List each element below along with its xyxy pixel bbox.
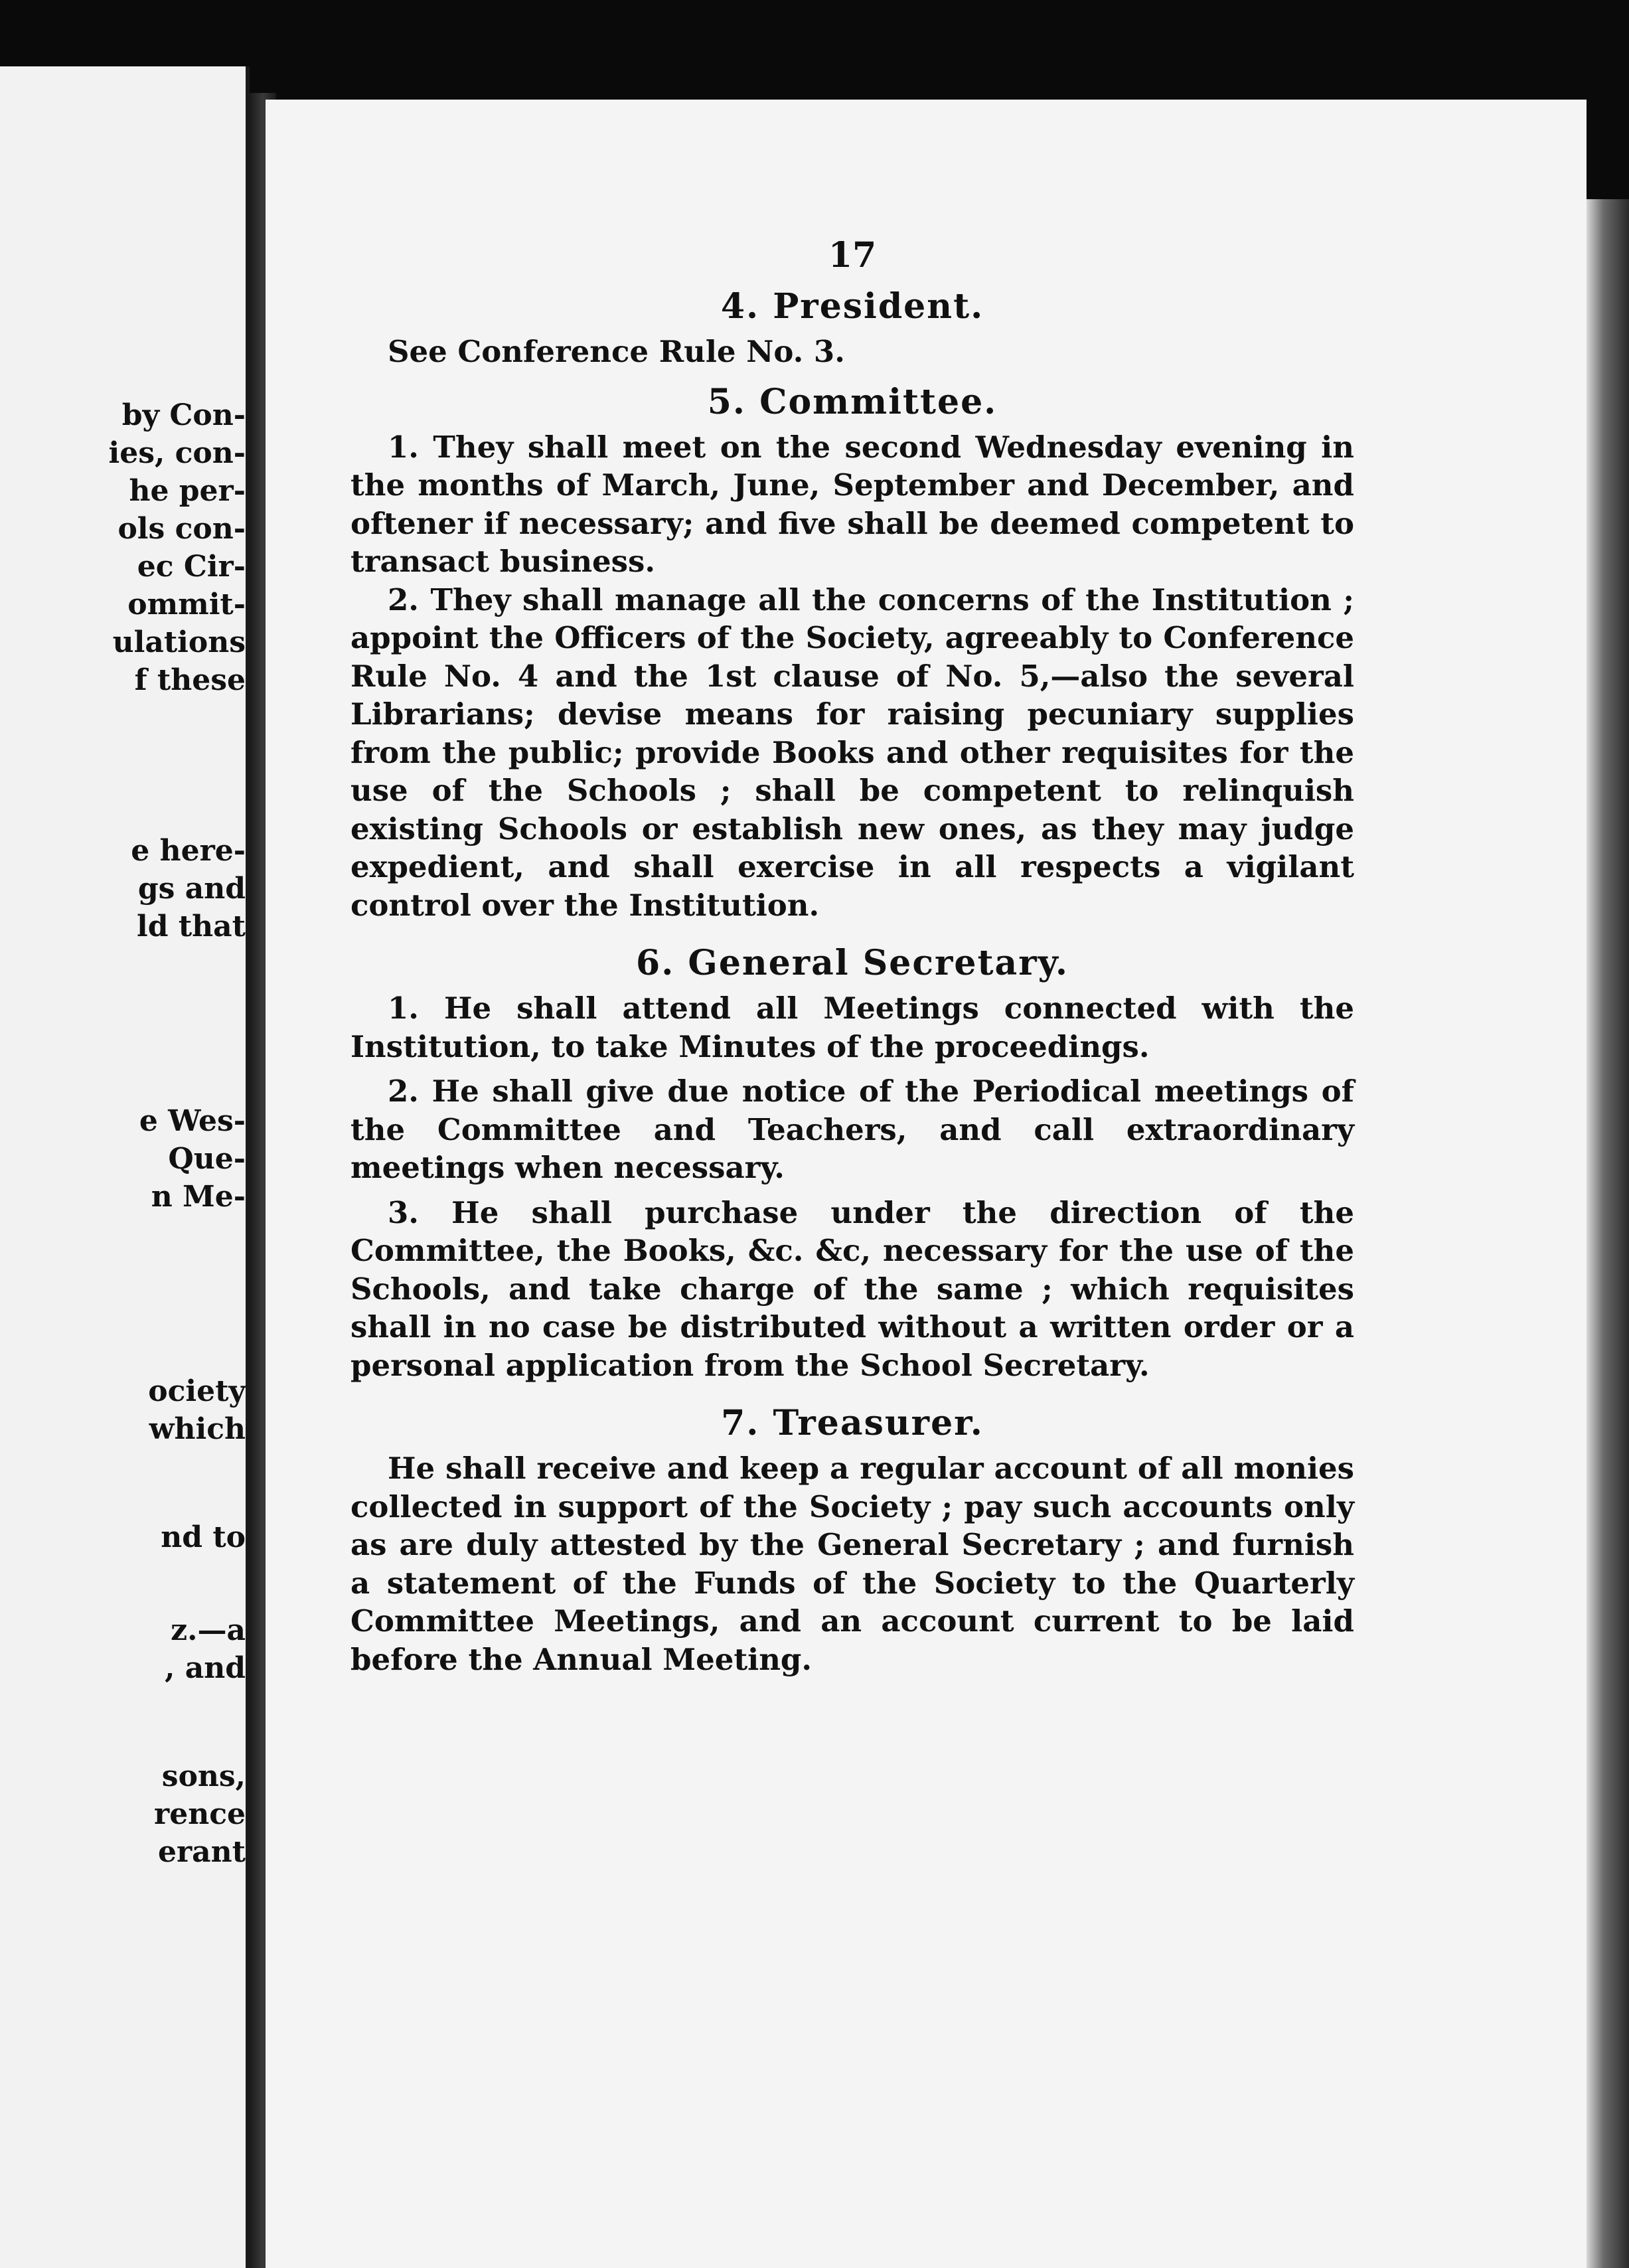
left-line-fragment: he per- [129,474,246,508]
page-content [350,229,1354,1678]
left-line-fragment: rence [154,1797,246,1831]
left-line-fragment: which [149,1412,246,1446]
left-line-fragment: e Wes- [139,1104,246,1138]
left-line-fragment: ols con- [117,512,246,546]
left-line-fragment: f these [134,663,246,697]
left-line-fragment: ld that [137,910,246,943]
paragraph: 2. They shall manage all the concerns of the Institution ; appoint the Officers of the Society, agreeably to Conference Rule No. 4 and the 1st clause of No. 5,—also the several Librarians; devise means for raising pecuniary supplies from the public; provide Books and other requisites for the use of the Schools ; shall be competent to relinquish existing Schools or establish new ones, as they may judge expedient, and shall exercise in all respects a vigilant control over the Institution. [350,582,1354,923]
section-heading: 6. General Secretary. [636,943,1069,983]
left-line-fragment: by Con- [121,398,246,432]
left-line-fragment: sons, [161,1759,246,1793]
paragraph: 3. He shall purchase under the direction of the Committee, the Books, &c. &c, necessary for the use of the Schools, and take charge of the same ; which requisites shall in no case be distributed without a written order or a personal application from the School Secretary. [350,1194,1354,1383]
left-line-fragment: ec Cir- [137,550,246,584]
page-number: 17 [828,235,877,276]
left-line-fragment: gs and [137,872,246,906]
left-facing-page [0,66,250,2268]
section-heading: 7. Treasurer. [721,1403,984,1443]
paragraph: He shall receive and keep a regular account of all monies collected in support of the Society ; pay such accounts only as are duly attested by the General Secretary ; and furnish a statement of the Funds of the Society to the Quarterly Committee Meetings, and an account current to be laid before the Annual Meeting. [350,1451,1354,1677]
left-line-fragment: ommit- [127,588,246,621]
section-heading: 4. President. [720,286,984,327]
section-president [350,285,1354,371]
left-line-fragment: z.—a [171,1613,246,1647]
left-line-fragment: Que- [168,1142,246,1176]
paragraph: 2. He shall give due notice of the Periodical meetings of the Committee and Teachers, and call extraordinary meetings when necessary. [350,1074,1354,1185]
left-line-fragment: e here- [131,834,246,868]
section-general-secretary [350,941,1354,1384]
left-line-fragment: n Me- [151,1180,246,1214]
section-committee [350,380,1354,925]
section-heading: 5. Committee. [707,381,998,422]
left-line-fragment: , and [165,1651,246,1685]
left-line-fragment: ulations [112,625,246,659]
paragraph: 1. He shall attend all Meetings connected with the Institution, to take Minutes of the proceedings. [350,991,1354,1064]
paragraph: See Conference Rule No. 3. [388,334,845,369]
left-line-fragment: ies, con- [108,436,246,470]
left-line-fragment: nd to [161,1520,246,1554]
section-treasurer [350,1402,1354,1678]
paragraph: 1. They shall meet on the second Wednesday evening in the months of March, June, September and December, and oftener if necessary; and five shall be deemed competent to transact business. [350,429,1354,579]
left-line-fragment: ociety [148,1374,246,1408]
page-edge-shadow [1587,199,1629,2268]
left-line-fragment: erant [158,1835,246,1869]
